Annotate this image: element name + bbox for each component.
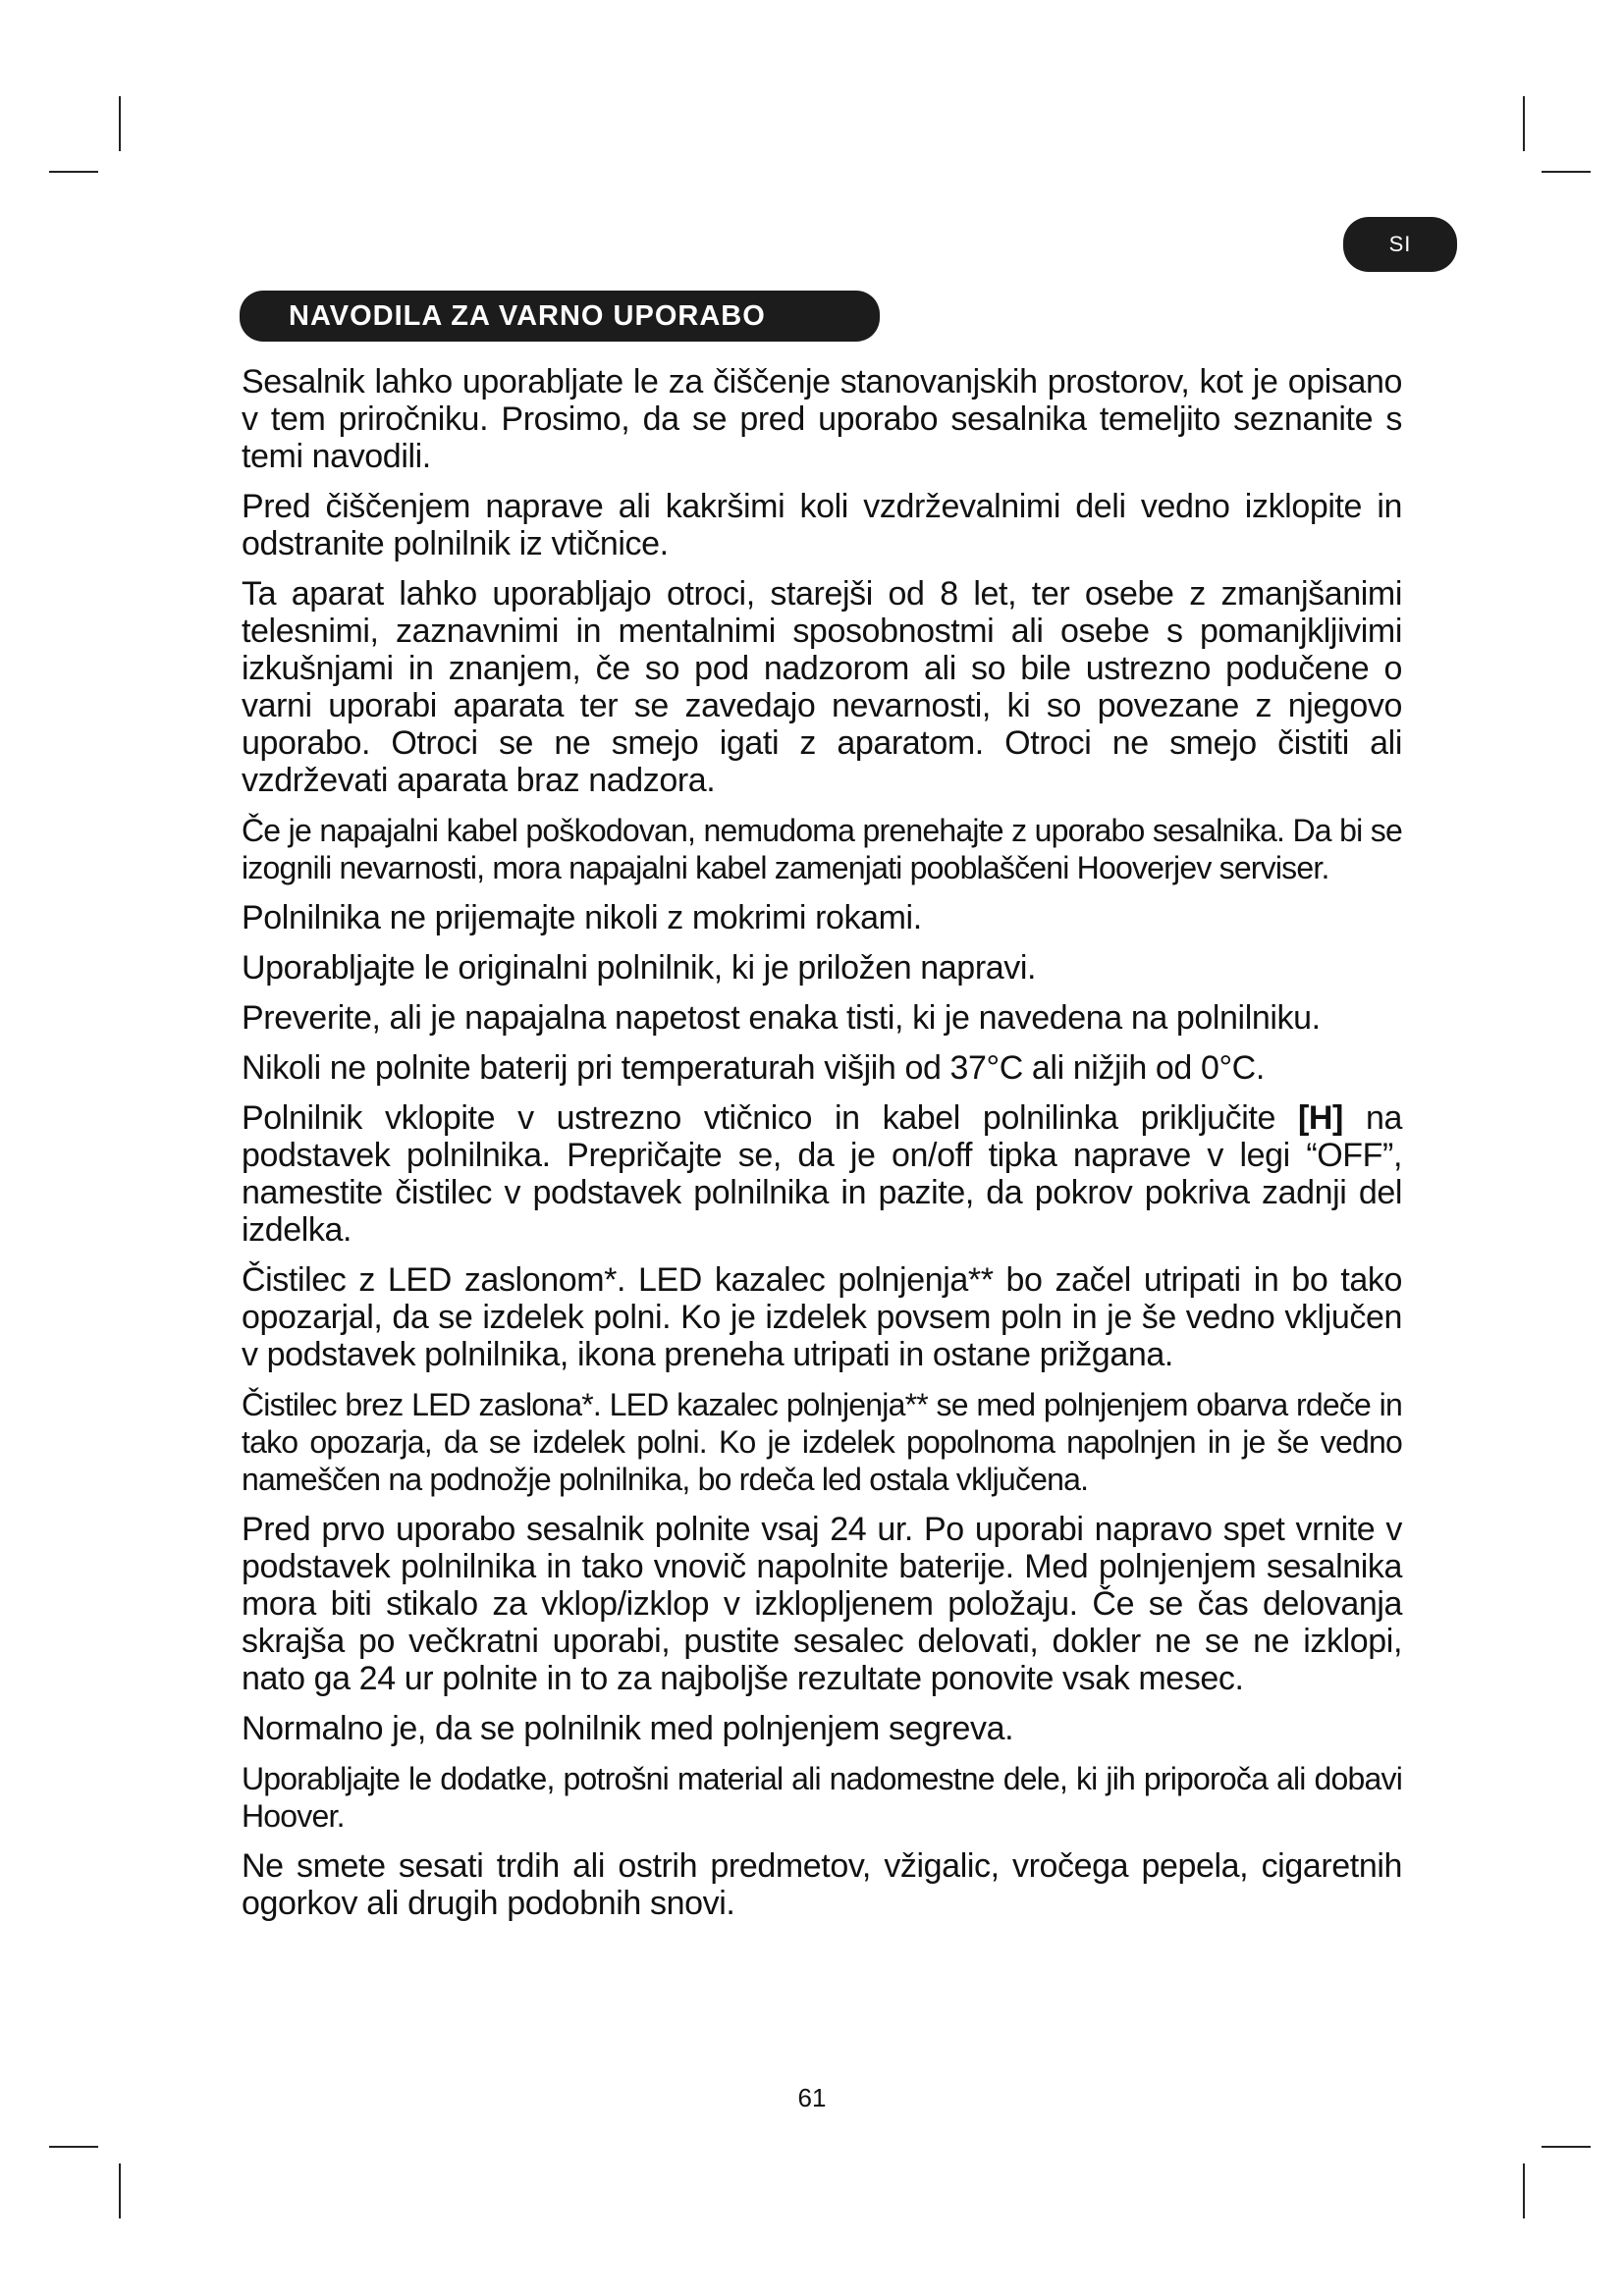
section-title: NAVODILA ZA VARNO UPORABO [240, 291, 880, 342]
crop-mark-top-left [119, 96, 121, 151]
paragraph-hazardous-objects: Ne smete sesati trdih ali ostrih predmetov, vžigalic, vročega pepela, cigaretnih ogorkov ali drugih podobnih snovi. [242, 1847, 1402, 1922]
paragraph-voltage: Preverite, ali je napajalna napetost enaka tisti, ki je navedena na polnilniku. [242, 999, 1321, 1037]
crop-mark-top-right [1542, 171, 1591, 173]
paragraph-original-charger: Uporabljajte le originalni polnilnik, ki je priložen napravi. [242, 949, 1037, 987]
crop-mark-top-right [1523, 96, 1525, 151]
paragraph-wet-hands: Polnilnika ne prijemajte nikoli z mokrimi rokami. [242, 899, 922, 936]
safety-instructions-body [242, 363, 1402, 1935]
charger-setup-text-before: Polnilnik vklopite v ustrezno vtičnico in kabel polnilinka priključite [242, 1099, 1298, 1137]
paragraph-charger-warm: Normalno je, da se polnilnik med polnjenjem segreva. [242, 1710, 1014, 1747]
paragraph-temperature: Nikoli ne polnite baterij pri temperaturah višjih od 37°C ali nižjih od 0°C. [242, 1049, 1265, 1087]
paragraph-no-led-display: Čistilec brez LED zaslona*. LED kazalec polnjenja** se med polnjenjem obarva rdeče in tako opozarja, da se izdelek polni. Ko je izdelek popolnoma napolnjen in je še vedno nameščen na podnožje polnilnika, bo rdeča led ostala vključena. [242, 1387, 1402, 1497]
crop-mark-bottom-left [49, 2146, 98, 2148]
crop-mark-bottom-right [1523, 2163, 1525, 2218]
paragraph-usage: Sesalnik lahko uporabljate le za čiščenje stanovanjskih prostorov, kot je opisano v tem priročniku. Prosimo, da se pred uporabo sesalnika temeljito seznanite s temi navodili. [242, 363, 1402, 475]
paragraph-led-display: Čistilec z LED zaslonom*. LED kazalec polnjenja** bo začel utripati in bo tako opozarjal, da se izdelek polni. Ko je izdelek povsem poln in je še vedno vključen v podstavek polnilnika, ikona preneha utripati in ostane prižgana. [242, 1261, 1402, 1373]
crop-mark-bottom-left [119, 2163, 121, 2218]
charger-key-h: [H] [1297, 1099, 1343, 1137]
paragraph-first-charge: Pred prvo uporabo sesalnik polnite vsaj 24 ur. Po uporabi napravo spet vrnite v podstavek polnilnika in tako vnovič napolnite baterije. Med polnjenjem sesalnika mora biti stikalo za vklop/izklop v izklopljenem položaju. Če se čas delovanja skrajša po večkratni uporabi, pustite sesalec delovati, dokler ne se ne izklopi, nato ga 24 ur polnite in to za najboljše rezultate ponovite vsak mesec. [242, 1511, 1402, 1697]
paragraph-disconnect: Pred čiščenjem naprave ali kakršimi koli vzdrževalnimi deli vedno izklopite in odstranite polnilnik iz vtičnice. [242, 488, 1402, 562]
paragraph-damaged-cable: Če je napajalni kabel poškodovan, nemudoma prenehajte z uporabo sesalnika. Da bi se izognili nevarnosti, mora napajalni kabel zamenjati pooblaščeni Hooverjev serviser. [242, 813, 1402, 885]
crop-mark-top-left [49, 171, 98, 173]
page-number: 61 [797, 2083, 827, 2112]
paragraph-charger-setup [242, 1099, 1402, 1249]
charger-setup-text-after: na podstavek polnilnika. Prepričajte se, da je on/off tipka naprave v legi “OFF”, namestite čistilec v podstavek polnilnika in pazite, da pokrov pokriva zadnji del izdelka. [242, 1099, 1402, 1249]
paragraph-accessories: Uporabljajte le dodatke, potrošni material ali nadomestne dele, ki jih priporoča ali dobavi Hoover. [242, 1761, 1402, 1834]
crop-mark-bottom-right [1542, 2146, 1591, 2148]
language-badge: SI [1343, 217, 1457, 272]
paragraph-children: Ta aparat lahko uporabljajo otroci, starejši od 8 let, ter osebe z zmanjšanimi telesnimi, zaznavnimi in mentalnimi sposobnostmi ali osebe s pomanjkljivimi izkušnjami in znanjem, če so pod nadzorom ali so bile ustrezno podučene o varni uporabi aparata ter se zavedajo nevarnosti, ki so povezane z njegovo uporabo. Otroci se ne smejo igati z aparatom. Otroci ne smejo čistiti ali vzdrževati aparata braz nadzora. [242, 575, 1402, 799]
